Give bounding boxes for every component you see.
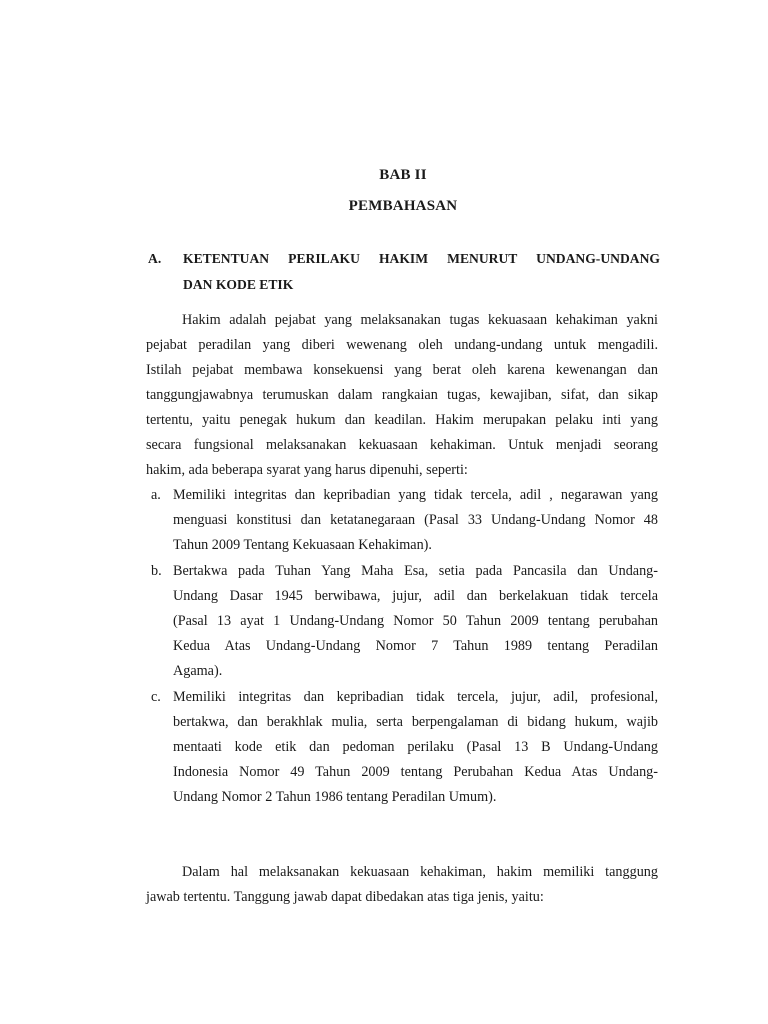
list-line: Memiliki integritas dan kepribadian yang tidak tercela, adil , negarawan yang xyxy=(173,487,658,503)
list-item-text xyxy=(173,685,658,810)
list-line: Undang Nomor 2 Tahun 1986 tentang Peradilan Umum). xyxy=(173,789,497,805)
section-heading-text xyxy=(183,246,660,298)
paragraph-line: Dalam hal melaksanakan kekuasaan kehakiman, hakim memiliki tanggung xyxy=(182,864,658,880)
paragraph-line: pejabat peradilan yang diberi wewenang oleh undang-undang untuk mengadili. xyxy=(146,337,658,353)
list-marker: b. xyxy=(151,563,162,579)
chapter-title: BAB II xyxy=(379,167,427,183)
chapter-subtitle: PEMBAHASAN xyxy=(348,198,458,214)
list-line: Kedua Atas Undang-Undang Nomor 7 Tahun 1989 tentang Peradilan xyxy=(173,638,658,654)
list-line: Bertakwa pada Tuhan Yang Maha Esa, setia pada Pancasila dan Undang- xyxy=(173,563,658,579)
paragraph-line: Istilah pejabat membawa konsekuensi yang berat oleh karena kewenangan dan xyxy=(146,362,658,378)
list-line: (Pasal 13 ayat 1 Undang-Undang Nomor 50 Tahun 2009 tentang perubahan xyxy=(173,613,658,629)
list-line: bertakwa, dan berakhlak mulia, serta berpengalaman di bidang hukum, wajib xyxy=(173,714,658,730)
section-letter: A. xyxy=(148,251,162,266)
paragraph-responsibility xyxy=(146,860,658,910)
list-line: Memiliki integritas dan kepribadian tidak tercela, jujur, adil, profesional, xyxy=(173,689,658,705)
list-marker: a. xyxy=(151,487,161,503)
list-item-text xyxy=(173,559,658,684)
paragraph-intro xyxy=(146,308,658,483)
heading-line: KETENTUAN PERILAKU HAKIM MENURUT UNDANG-UNDANG xyxy=(183,251,660,266)
list-line: menguasi konstitusi dan ketatanegaraan (Pasal 33 Undang-Undang Nomor 48 xyxy=(173,512,658,528)
list-item-text xyxy=(173,483,658,558)
paragraph-line: tanggungjawabnya terumuskan dalam rangkaian tugas, kewajiban, sifat, dan sikap xyxy=(146,387,658,403)
list-line: Undang Dasar 1945 berwibawa, jujur, adil dan berkelakuan tidak tercela xyxy=(173,588,658,604)
heading-line: DAN KODE ETIK xyxy=(183,277,294,292)
list-marker: c. xyxy=(151,689,161,705)
paragraph-line: secara fungsional melaksanakan kekuasaan kehakiman. Untuk menjadi seorang xyxy=(146,437,658,453)
paragraph-line: tertentu, yaitu penegak hukum dan keadilan. Hakim merupakan pelaku inti yang xyxy=(146,412,658,428)
list-line: Tahun 2009 Tentang Kekuasaan Kehakiman). xyxy=(173,537,432,553)
paragraph-line: jawab tertentu. Tanggung jawab dapat dibedakan atas tiga jenis, yaitu: xyxy=(146,889,544,905)
list-line: Indonesia Nomor 49 Tahun 2009 tentang Perubahan Kedua Atas Undang- xyxy=(173,764,658,780)
list-line: Agama). xyxy=(173,663,223,679)
list-line: mentaati kode etik dan pedoman perilaku (Pasal 13 B Undang-Undang xyxy=(173,739,658,755)
paragraph-line: Hakim adalah pejabat yang melaksanakan tugas kekuasaan kehakiman yakni xyxy=(182,312,658,328)
paragraph-line: hakim, ada beberapa syarat yang harus dipenuhi, seperti: xyxy=(146,462,468,478)
